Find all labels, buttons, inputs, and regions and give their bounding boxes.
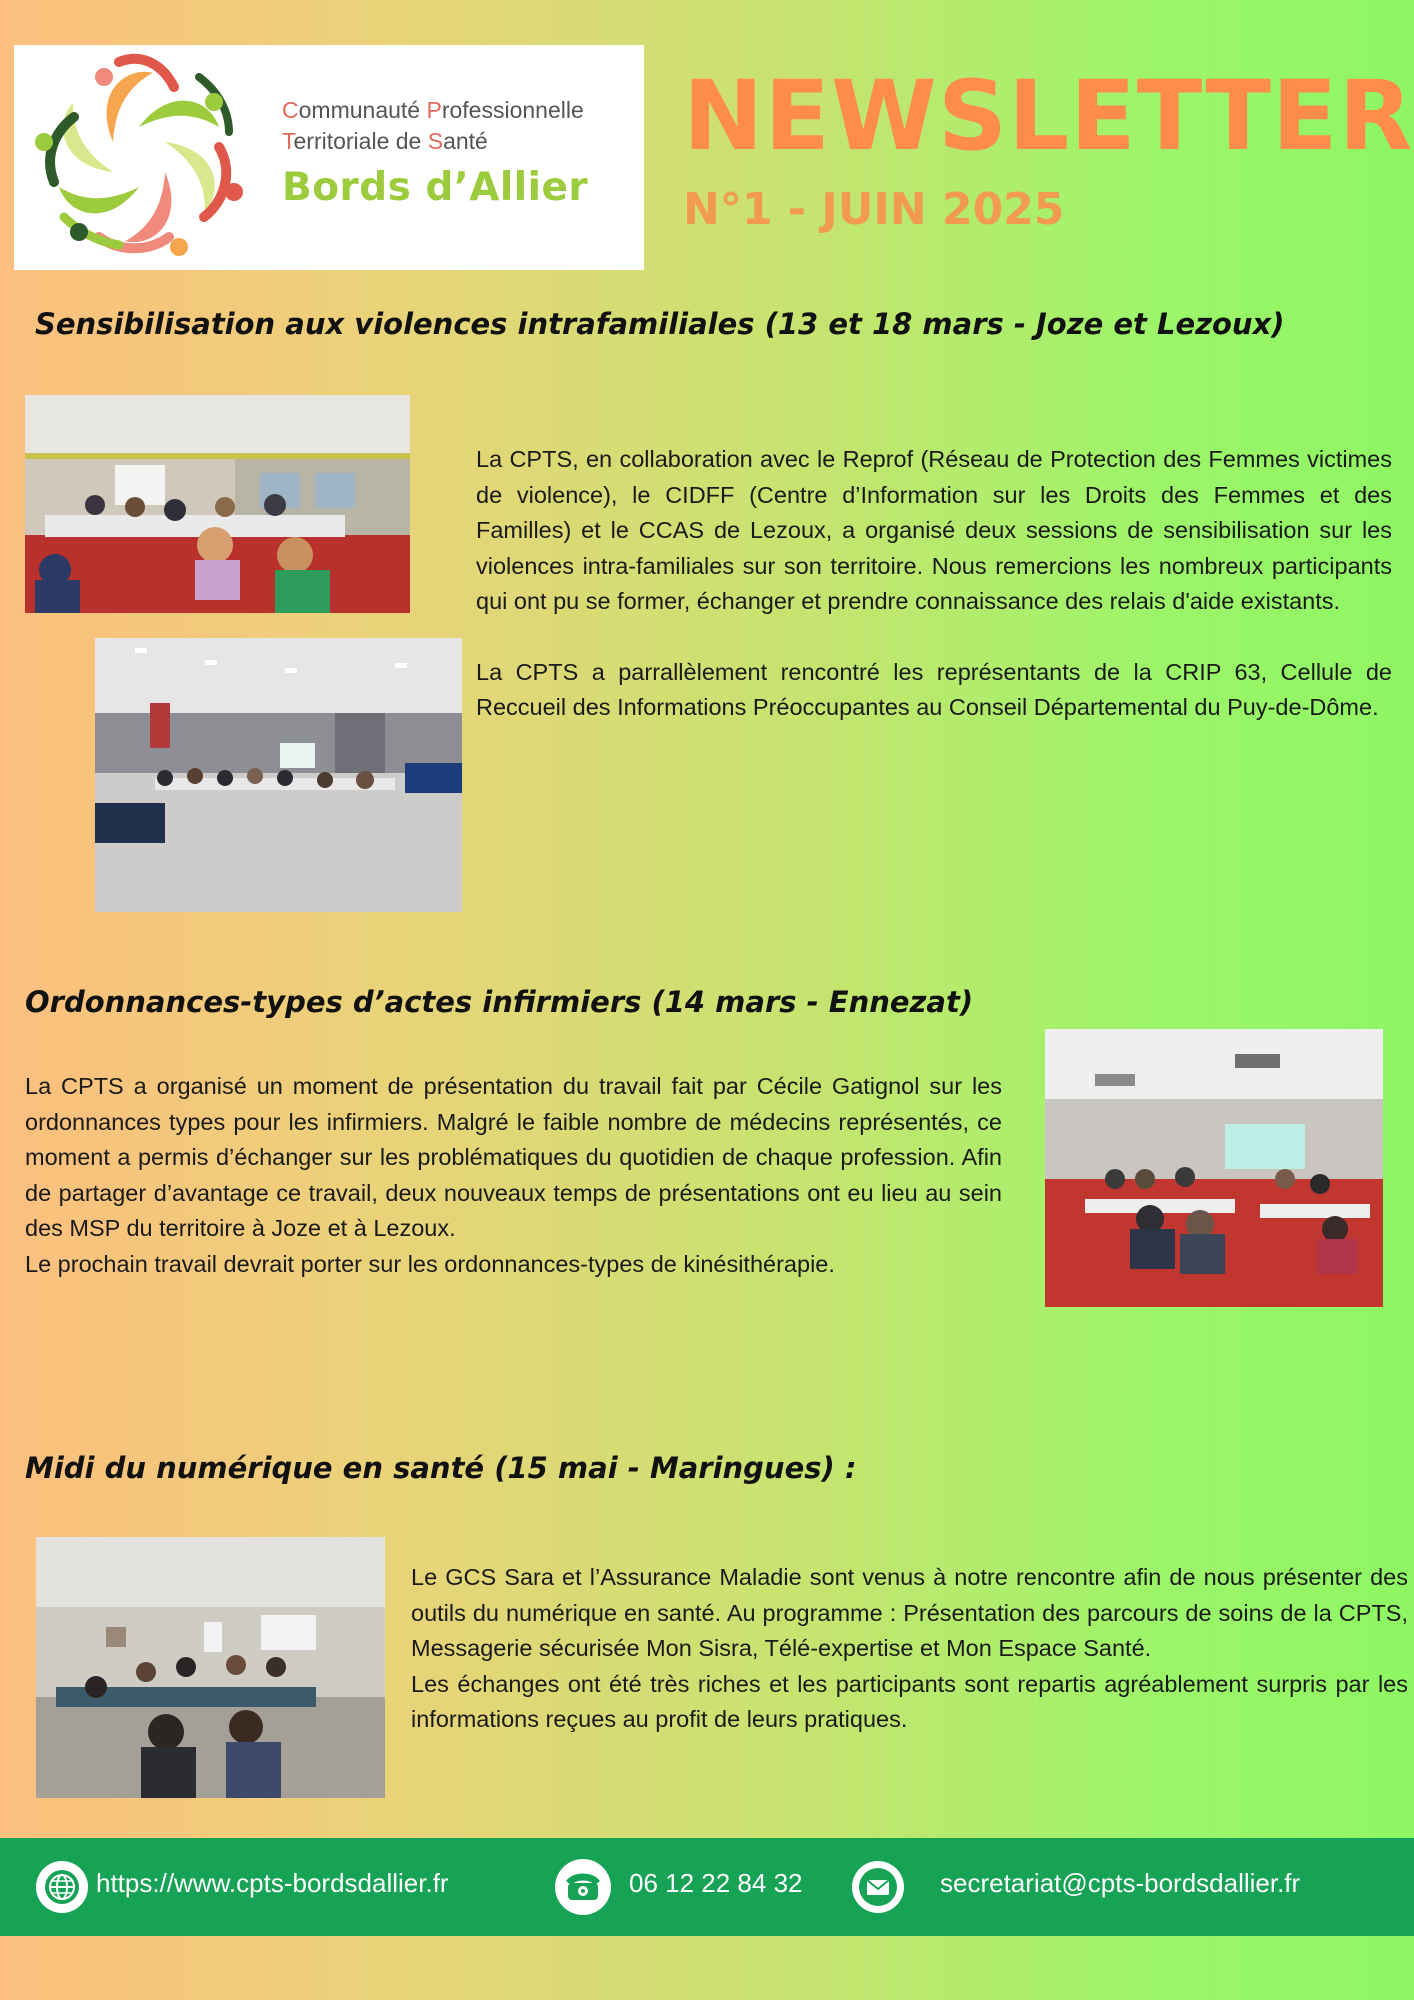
logo-mark-icon (24, 47, 254, 267)
section-2-body (25, 1069, 1002, 1282)
section-3-paragraph: Le GCS Sara et l’Assurance Maladie sont venus à notre rencontre afin de nous présenter des outils du numérique en santé. Au programme : Présentation des parcours de soins de la CPTS, Messagerie sécurisée Mon Sisra, Télé-expertise et Mon Espace Santé. (411, 1564, 1408, 1661)
section-1-paragraph: La CPTS, en collaboration avec le Reprof (Réseau de Protection des Femmes victimes de violence), le CIDFF (Centre d’Information sur les Droits des Femmes et des Familles) et le CCAS de Lezoux, a organisé deux sessions de sensibilisation sur les violences intra-familiales sur son territoire. Nous remercions les nombreux participants qui ont pu se former, échanger et prendre connaissance des relais d'aide existants. (476, 446, 1392, 614)
website-link[interactable]: https://www.cpts-bordsdallier.fr (96, 1868, 449, 1898)
newsletter-title: NEWSLETTER (683, 60, 1414, 172)
logo-line-1: Communauté Professionnelle (282, 97, 584, 123)
section-3-body (411, 1560, 1408, 1738)
logo-line-2: Territoriale de Santé (282, 128, 488, 154)
section-1-paragraph: La CPTS a parrallèlement rencontré les représentants de la CRIP 63, Cellule de Reccueil des Informations Préoccupantes au Conseil Départemental du Puy-de-Dôme. (476, 658, 1392, 720)
footer-contact-bar (0, 1838, 1414, 1936)
section-2-paragraph: Le prochain travail devrait porter sur les ordonnances-types de kinésithérapie. (25, 1250, 835, 1277)
photo-workshop-2 (95, 638, 462, 912)
section-3-paragraph: Les échanges ont été très riches et les participants sont repartis agréablement surpris par les informations reçues au profit de leurs pratiques. (411, 1670, 1408, 1732)
section-3-heading: Midi du numérique en santé (15 mai - Maringues) : (25, 1451, 857, 1485)
section-1-body (476, 442, 1392, 726)
phone-number[interactable]: 06 12 22 84 32 (629, 1868, 803, 1898)
section-2-heading: Ordonnances-types d’actes infirmiers (14 mars - Ennezat) (25, 985, 974, 1019)
photo-workshop-1 (25, 395, 410, 613)
logo-name: Bords d’Allier (282, 165, 589, 210)
globe-icon (36, 1861, 88, 1913)
photo-presentation (1045, 1029, 1383, 1307)
envelope-icon (852, 1861, 904, 1913)
email-link[interactable]: secretariat@cpts-bordsdallier.fr (940, 1868, 1301, 1898)
phone-icon (555, 1859, 611, 1915)
issue-number: N°1 - JUIN 2025 (683, 184, 1065, 235)
section-1-heading: Sensibilisation aux violences intrafamiliales (13 et 18 mars - Joze et Lezoux) (35, 307, 1285, 341)
logo-card (14, 45, 644, 270)
section-2-paragraph: La CPTS a organisé un moment de présentation du travail fait par Cécile Gatignol sur les ordonnances types pour les infirmiers. Malgré le faible nombre de médecins représentés, ce moment a permis d’échanger sur les problématiques du quotidien de chaque profession. Afin de partager d’avantage ce travail, deux nouveaux temps de présentations ont eu lieu au sein des MSP du territoire à Joze et à Lezoux. (25, 1073, 1002, 1241)
photo-meeting (36, 1537, 385, 1798)
